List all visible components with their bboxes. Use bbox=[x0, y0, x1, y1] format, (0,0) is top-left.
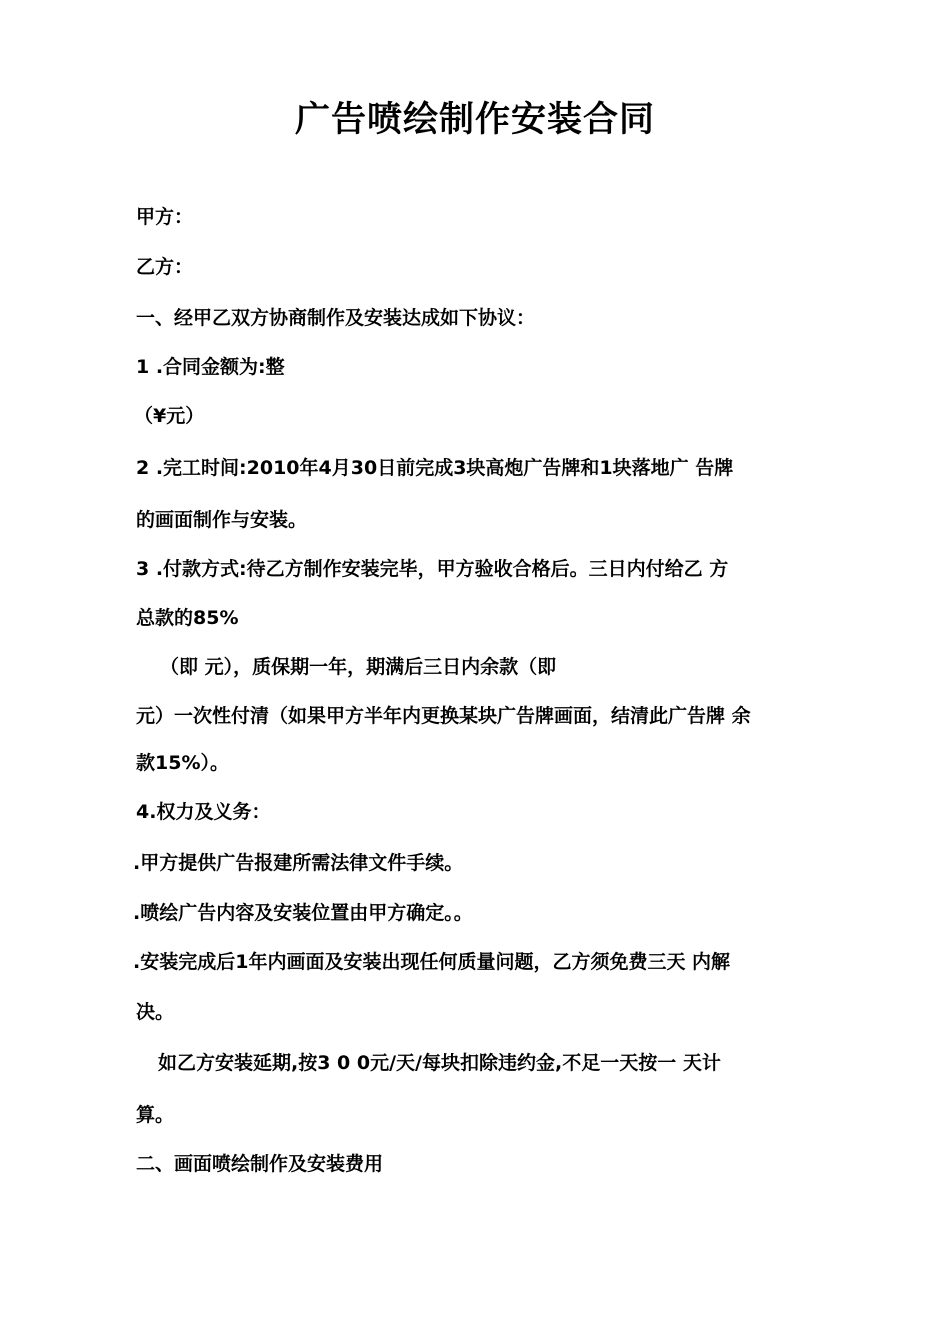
clause-4-item-1: .甲方提供广告报建所需法律文件手续。 bbox=[133, 852, 464, 874]
clause-1-currency: （¥元） bbox=[134, 405, 205, 427]
clause-4-item-3-line-1: .安装完成后1年内画面及安装出现任何质量问题，乙方须免费三天 内解 bbox=[133, 951, 731, 973]
clause-3-line-4: 元）一次性付清（如果甲方半年内更换某块广告牌画面，结清此广告牌 余 bbox=[136, 705, 751, 727]
clause-4-item-4-line-2: 算。 bbox=[136, 1104, 175, 1126]
clause-3-line-3: （即 元），质保期一年，期满后三日内余款（即 bbox=[160, 656, 557, 678]
clause-3-line-5: 款15%）。 bbox=[136, 752, 229, 774]
section-1-heading: 一、经甲乙双方协商制作及安装达成如下协议： bbox=[136, 307, 536, 329]
party-a-line: 甲方： bbox=[136, 206, 194, 228]
clause-4-item-4-line-1: 如乙方安装延期,按3 0 0元/天/每块扣除违约金,不足一天按一 天计 bbox=[158, 1052, 721, 1074]
document-title: 广告喷绘制作安装合同 bbox=[294, 100, 655, 140]
clause-2-line-2: 的画面制作与安装。 bbox=[136, 509, 308, 531]
clause-3-line-2: 总款的85% bbox=[136, 607, 239, 629]
clause-4-item-3-line-2: 决。 bbox=[136, 1001, 175, 1023]
clause-3-line-1: 3 .付款方式:待乙方制作安装完毕，甲方验收合格后。三日内付给乙 方 bbox=[136, 558, 729, 580]
clause-4-heading: 4.权力及义务： bbox=[136, 801, 271, 823]
section-2-heading: 二、画面喷绘制作及安装费用 bbox=[136, 1153, 384, 1175]
clause-2-line-1: 2 .完工时间:2010年4月30日前完成3块高炮广告牌和1块落地广 告牌 bbox=[136, 457, 734, 479]
clause-1-amount: 1 .合同金额为:整 bbox=[136, 356, 285, 378]
party-b-line: 乙方： bbox=[136, 256, 194, 278]
clause-4-item-2: .喷绘广告内容及安装位置由甲方确定。。 bbox=[133, 902, 473, 924]
